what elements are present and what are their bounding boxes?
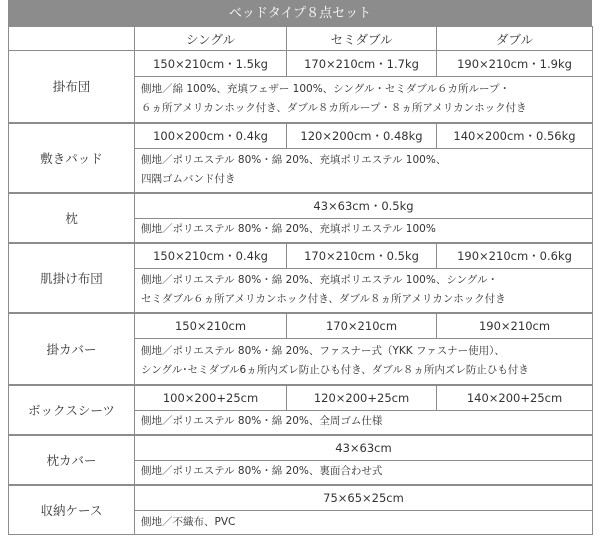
note-line: 側地／ポリエステル 80%・綿 20%、充填ポリエステル 100% bbox=[141, 223, 436, 236]
note-cell bbox=[135, 77, 593, 123]
size-cell: 190×210cm bbox=[437, 313, 593, 339]
note-line: 四隅ゴムバンド付き bbox=[141, 172, 236, 185]
size-cell: 43×63cm bbox=[135, 435, 593, 461]
note-line: ６ヵ所アメリカンホック付き、ダブル８カ所ループ・８ヵ所アメリカンホック付き bbox=[141, 101, 527, 114]
table-row bbox=[9, 123, 593, 149]
note-cell bbox=[135, 511, 593, 535]
note-cell bbox=[135, 339, 593, 385]
item-name: 枕 bbox=[9, 193, 135, 243]
note-line: 側地／ポリエステル 80%・綿 20%、全周ゴム仕様 bbox=[141, 415, 383, 428]
item-name: 収納ケース bbox=[9, 485, 135, 535]
header-empty-cell bbox=[9, 27, 135, 51]
spec-table-container bbox=[8, 0, 592, 551]
table-row bbox=[9, 193, 593, 219]
note-line: 側地／ポリエステル 80%・綿 20%、ファスナー式（YKK ファスナー使用）、 bbox=[141, 344, 505, 357]
table-row bbox=[9, 51, 593, 77]
header-semi-double: セミダブル bbox=[287, 27, 437, 51]
spec-table bbox=[8, 26, 593, 535]
item-name: ボックスシーツ bbox=[9, 385, 135, 435]
note-cell bbox=[135, 411, 593, 435]
size-cell: 140×200cm・0.56kg bbox=[437, 123, 593, 149]
size-cell: 150×210cm・1.5kg bbox=[135, 51, 287, 77]
item-name: 肌掛け布団 bbox=[9, 243, 135, 313]
item-name: 掛布団 bbox=[9, 51, 135, 123]
size-cell: 190×210cm・1.9kg bbox=[437, 51, 593, 77]
note-line: 側地／ポリエステル 80%・綿 20%、充填ポリエステル 100%、シングル・ bbox=[141, 273, 499, 286]
item-name: 敷きパッド bbox=[9, 123, 135, 193]
size-cell: 150×210cm bbox=[135, 313, 287, 339]
size-cell: 120×200cm・0.48kg bbox=[287, 123, 437, 149]
header-row bbox=[9, 27, 593, 51]
size-cell: 170×210cm・1.7kg bbox=[287, 51, 437, 77]
size-cell: 100×200cm・0.4kg bbox=[135, 123, 287, 149]
note-cell bbox=[135, 149, 593, 193]
table-title: ベッドタイプ８点セット bbox=[8, 0, 592, 26]
table-row bbox=[9, 485, 593, 511]
size-cell: 150×210cm・0.4kg bbox=[135, 243, 287, 269]
item-name: 掛カバー bbox=[9, 313, 135, 385]
table-row bbox=[9, 243, 593, 269]
note-line: 側地／綿 100%、充填フェザー 100%、シングル・セミダブル６カ所ループ・ bbox=[141, 82, 510, 95]
size-cell: 100×200+25cm bbox=[135, 385, 287, 411]
note-line: セミダブル６ヵ所アメリカンホック付き、ダブル８ヵ所アメリカンホック付き bbox=[141, 292, 506, 305]
note-line: シングル･セミダブル6ヵ所内ズレ防止ひも付き、ダブル８ヵ所内ズレ防止ひも付き bbox=[141, 363, 529, 376]
size-cell: 120×200+25cm bbox=[287, 385, 437, 411]
note-cell bbox=[135, 219, 593, 243]
table-row bbox=[9, 313, 593, 339]
note-line: 側地／ポリエステル 80%・綿 20%、充填ポリエステル 100%、 bbox=[141, 153, 447, 166]
table-row bbox=[9, 385, 593, 411]
size-cell: 43×63cm・0.5kg bbox=[135, 193, 593, 219]
size-cell: 75×65×25cm bbox=[135, 485, 593, 511]
note-line: 側地／不織布、PVC bbox=[141, 515, 236, 528]
table-row bbox=[9, 435, 593, 461]
size-cell: 190×210cm・0.6kg bbox=[437, 243, 593, 269]
header-double: ダブル bbox=[437, 27, 593, 51]
note-cell bbox=[135, 269, 593, 313]
item-name: 枕カバー bbox=[9, 435, 135, 485]
note-cell bbox=[135, 461, 593, 485]
size-cell: 140×200+25cm bbox=[437, 385, 593, 411]
size-cell: 170×210cm bbox=[287, 313, 437, 339]
header-single: シングル bbox=[135, 27, 287, 51]
note-line: 側地／ポリエステル 80%・綿 20%、裏面合わせ式 bbox=[141, 465, 383, 478]
size-cell: 170×210cm・0.5kg bbox=[287, 243, 437, 269]
